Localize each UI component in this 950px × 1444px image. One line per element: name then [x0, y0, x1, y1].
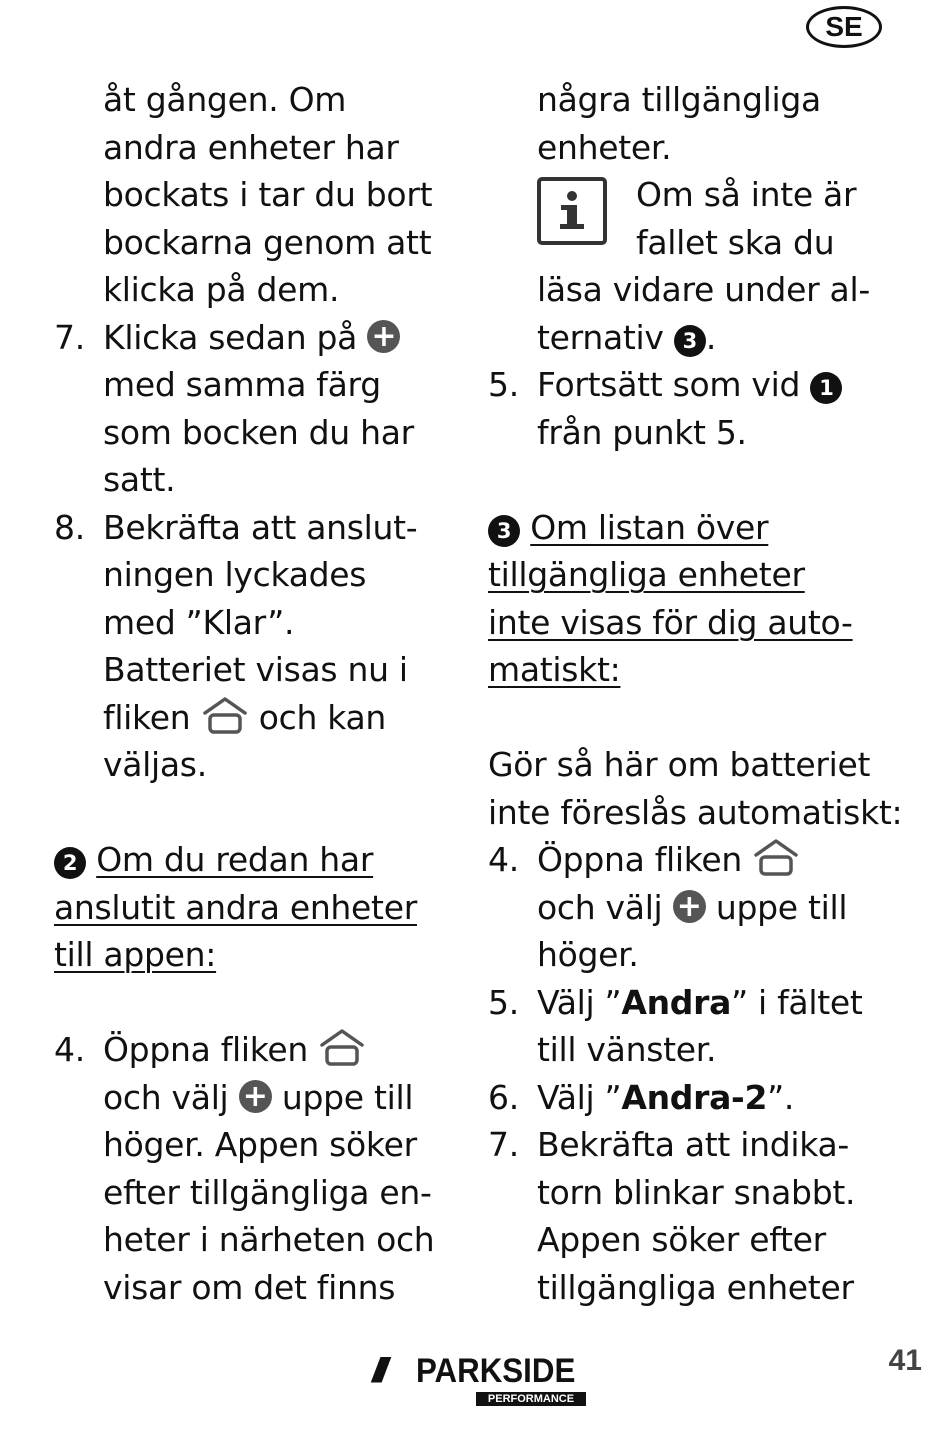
- text-fragment: ternativ: [537, 317, 664, 357]
- step-text: Öppna fliken: [103, 1030, 309, 1069]
- heading-text: Om du redan har: [96, 840, 374, 879]
- section-heading-2: [54, 836, 454, 884]
- text-line: [488, 314, 898, 362]
- step-text: Fortsätt som vid: [537, 365, 801, 404]
- step-number: 4.: [488, 840, 519, 879]
- text-line: några tillgängliga: [537, 80, 821, 119]
- left-column: [54, 76, 454, 1311]
- bold-term: Andra-2: [621, 1077, 768, 1117]
- add-circle-icon: +: [673, 890, 706, 923]
- logo-subline: PERFORMANCE: [476, 1392, 586, 1406]
- text-fragment: Välj ”: [537, 1077, 622, 1117]
- parkside-logo: [372, 1352, 588, 1408]
- text-line: andra enheter har: [103, 127, 399, 167]
- step-text: Öppna fliken: [537, 840, 743, 879]
- step-number: 6.: [488, 1077, 519, 1117]
- heading-line: [54, 884, 454, 932]
- text-fragment: Välj ”: [537, 982, 622, 1022]
- text-line: Batteriet visas nu i: [103, 650, 408, 689]
- list-item-step-5: [488, 979, 898, 1027]
- heading-text: anslutit andra enheter: [54, 887, 417, 927]
- text-line: fallet ska du: [636, 222, 835, 262]
- heading-text: matiskt:: [488, 650, 621, 689]
- list-item-step-4: [54, 1026, 454, 1074]
- home-tab-icon: [318, 1027, 366, 1080]
- section-marker-3: 3: [674, 325, 706, 357]
- language-badge: SE: [806, 6, 882, 48]
- step-number: 7.: [488, 1125, 519, 1164]
- text-line: heter i närheten och: [103, 1220, 435, 1259]
- text-line: med samma färg: [103, 365, 381, 404]
- section-marker-3: 3: [488, 515, 520, 547]
- add-circle-icon: +: [367, 320, 400, 353]
- heading-text: till appen:: [54, 935, 217, 974]
- text-fragment: uppe till: [715, 887, 848, 927]
- text-fragment: och kan: [258, 697, 387, 737]
- text-line: bockats i tar du bort: [103, 175, 433, 214]
- right-column: [488, 76, 903, 1311]
- text-line: Appen söker efter: [537, 1220, 826, 1259]
- home-tab-icon: [752, 837, 800, 890]
- heading-line: [488, 646, 898, 694]
- text-line: åt gången. Om: [103, 80, 347, 119]
- text-line: bockarna genom att: [103, 222, 432, 262]
- page-number: 41: [888, 1344, 922, 1377]
- text-fragment: ”.: [767, 1077, 795, 1117]
- text-line: torn blinkar snabbt.: [537, 1172, 856, 1212]
- step-number: 5.: [488, 365, 519, 404]
- list-item-step-6: [488, 1074, 898, 1122]
- text-fragment: och välj: [537, 887, 663, 927]
- list-item-step-5: [488, 361, 898, 409]
- text-fragment: .: [705, 317, 717, 357]
- section-marker-2: 2: [54, 847, 86, 879]
- text-fragment: uppe till: [281, 1077, 414, 1117]
- text-line: enheter.: [537, 127, 672, 167]
- logo-slashes: ///: [372, 1352, 383, 1390]
- text-line: läsa vidare under al-: [537, 270, 870, 309]
- logo-wordmark: PARKSIDE: [416, 1352, 576, 1390]
- info-note: [488, 171, 898, 361]
- text-line: Gör så här om batteriet: [488, 745, 871, 784]
- heading-text: Om listan över: [530, 507, 769, 547]
- text-line: väljas.: [103, 745, 207, 784]
- step-number: 4.: [54, 1030, 85, 1069]
- text-line: från punkt 5.: [537, 412, 747, 452]
- text-line: klicka på dem.: [103, 270, 340, 309]
- list-item-step-8: [54, 504, 454, 552]
- heading-line: [488, 551, 898, 599]
- heading-text: inte visas för dig auto-: [488, 602, 853, 642]
- heading-text: tillgängliga enheter: [488, 555, 805, 594]
- home-tab-icon: [201, 695, 249, 748]
- text-line: Om så inte är: [636, 175, 857, 214]
- text-line: visar om det finns: [103, 1267, 396, 1307]
- text-line: [488, 884, 898, 932]
- text-line: till vänster.: [537, 1030, 717, 1069]
- heading-line: [488, 599, 898, 647]
- text-line: satt.: [103, 460, 176, 499]
- list-item-step-7: [54, 314, 454, 362]
- text-line: [54, 694, 454, 742]
- step-number: 7.: [54, 317, 85, 357]
- text-line: [54, 1074, 454, 1122]
- list-item-step-4: [488, 836, 898, 884]
- text-line: höger. Appen söker: [103, 1125, 417, 1164]
- step-number: 5.: [488, 982, 519, 1022]
- heading-line: [54, 931, 454, 979]
- bold-term: Andra: [621, 982, 732, 1022]
- text-line: som bocken du har: [103, 412, 414, 452]
- step-text: Bekräfta att anslut-: [103, 507, 418, 547]
- text-line: ningen lyckades: [103, 555, 367, 594]
- text-fragment: och välj: [103, 1077, 229, 1117]
- text-line: inte föreslås automatiskt:: [488, 792, 903, 832]
- step-text: Klicka sedan på: [103, 317, 358, 357]
- step-number: 8.: [54, 507, 85, 547]
- text-fragment: fliken: [103, 697, 191, 737]
- text-line: med ”Klar”.: [103, 602, 295, 642]
- text-line: tillgängliga enheter: [537, 1267, 854, 1307]
- text-fragment: ” i fältet: [731, 982, 863, 1022]
- add-circle-icon: +: [239, 1080, 272, 1113]
- text-line: efter tillgängliga en-: [103, 1172, 432, 1212]
- step-text: Bekräfta att indika-: [537, 1125, 849, 1164]
- list-item-step-7: [488, 1121, 898, 1169]
- text-line: höger.: [537, 935, 639, 974]
- section-heading-3: [488, 504, 898, 552]
- section-marker-1: 1: [810, 372, 842, 404]
